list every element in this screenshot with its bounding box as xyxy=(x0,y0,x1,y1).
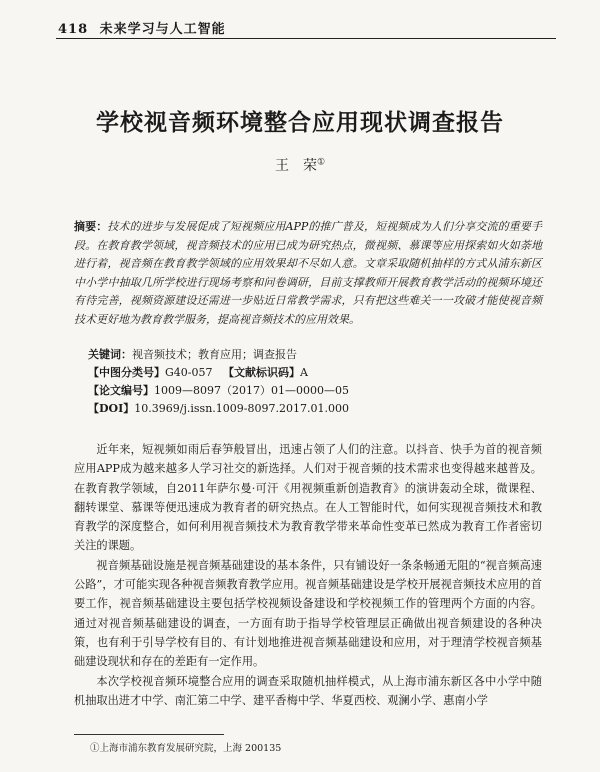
footnote: ①上海市浦东教育发展研究院，上海 200135 xyxy=(90,743,282,754)
keywords xyxy=(88,346,528,364)
clc-value: G40-057 xyxy=(165,366,213,379)
abstract-label: 摘要： xyxy=(74,220,108,233)
clc-label: 【中图分类号】 xyxy=(88,366,165,379)
author-line xyxy=(0,155,600,175)
article-number-label: 【论文编号】 xyxy=(88,384,154,397)
article-number xyxy=(88,382,528,400)
doc-code-label: 【文献标识码】 xyxy=(223,366,300,379)
doi xyxy=(88,400,528,418)
doc-code-value: A xyxy=(300,366,308,379)
running-header xyxy=(58,18,226,37)
body-paragraph: 近年来，短视频如雨后春笋般冒出，迅速占领了人们的注意。以抖音、快手为首的视音频应用APP成为越来越多人学习社交的新选择。人们对于视音频的技术需求也变得越来越普及。在教育教学领域，自2011年萨尔曼·可汗《用视频重新创造教育》的演讲轰动全球，微课程、翻转课堂、慕课等便迅速成为教育者的研究热点。在人工智能时代，如何实现视音频技术和教育教学的深度整合，如何利用视音频技术为教育教学带来革命性变革已然成为教育工作者密切关注的课题。 xyxy=(74,443,542,553)
body-paragraph: 本次学校视音频环境整合应用的调查采取随机抽样模式，从上海市浦东新区各中小学中随机抽取出进才中学、南汇第二中学、建平香梅中学、华夏西校、观澜小学、惠南小学 xyxy=(74,674,542,707)
keywords-text: 视音频技术；教育应用；调查报告 xyxy=(132,348,297,361)
body-paragraph: 视音频基础设施是视音频基础建设的基本条件，只有铺设好一条条畅通无阻的“视音频高速公路”，才可能实现各种视音频教育教学应用。视音频基础建设是学校开展视音频技术应用的首要工作，视音频基础建设主要包括学校视频设备建设和学校视频工作的管理两个方面的内容。通过对视音频基础建设的调查，一方面有助于指导学校管理层正确做出视音频建设的各种决策，也有利于引导学校有目的、有计划地推进视音频基础建设和应用，对于理清学校视音频基础建设现状和存在的差距有一定作用。 xyxy=(74,558,542,669)
journal-name: 未来学习与人工智能 xyxy=(99,22,226,37)
abstract xyxy=(74,218,542,329)
abstract-text: 技术的进步与发展促成了短视频应用APP的推广普及，短视频成为人们分享交流的重要手段。在教育教学领域，视音频技术的应用已成为研究热点，微视频、慕课等应用探索如火如荼地进行着，视音频在教育教学领域的应用效果却不尽如人意。文章采取随机抽样的方式从浦东新区中小学中抽取几所学校进行现场考察和问卷调研，目前支撑教师开展教育教学活动的视频环境还有待完善，视频资源建设还需进一步贴近日常教学需求，只有把这些难关一一攻破才能使视音频技术更好地为教育教学服务，提高视音频技术的应用效果。 xyxy=(74,220,543,326)
classification xyxy=(88,364,528,382)
header-rule xyxy=(56,38,556,39)
body-text xyxy=(74,440,542,710)
author-name: 王 荣 xyxy=(274,158,317,174)
keywords-label: 关键词： xyxy=(88,348,132,361)
page-number: 418 xyxy=(58,22,89,37)
footnote-rule xyxy=(74,734,224,735)
author-note-mark: ① xyxy=(316,157,326,168)
doi-value: 10.3969/j.issn.1009-8097.2017.01.000 xyxy=(134,402,349,415)
article-title: 学校视音频环境整合应用现状调查报告 xyxy=(96,109,504,136)
doi-label: 【DOI】 xyxy=(88,402,135,415)
article-number-value: 1009—8097（2017）01—0000—05 xyxy=(154,384,349,397)
